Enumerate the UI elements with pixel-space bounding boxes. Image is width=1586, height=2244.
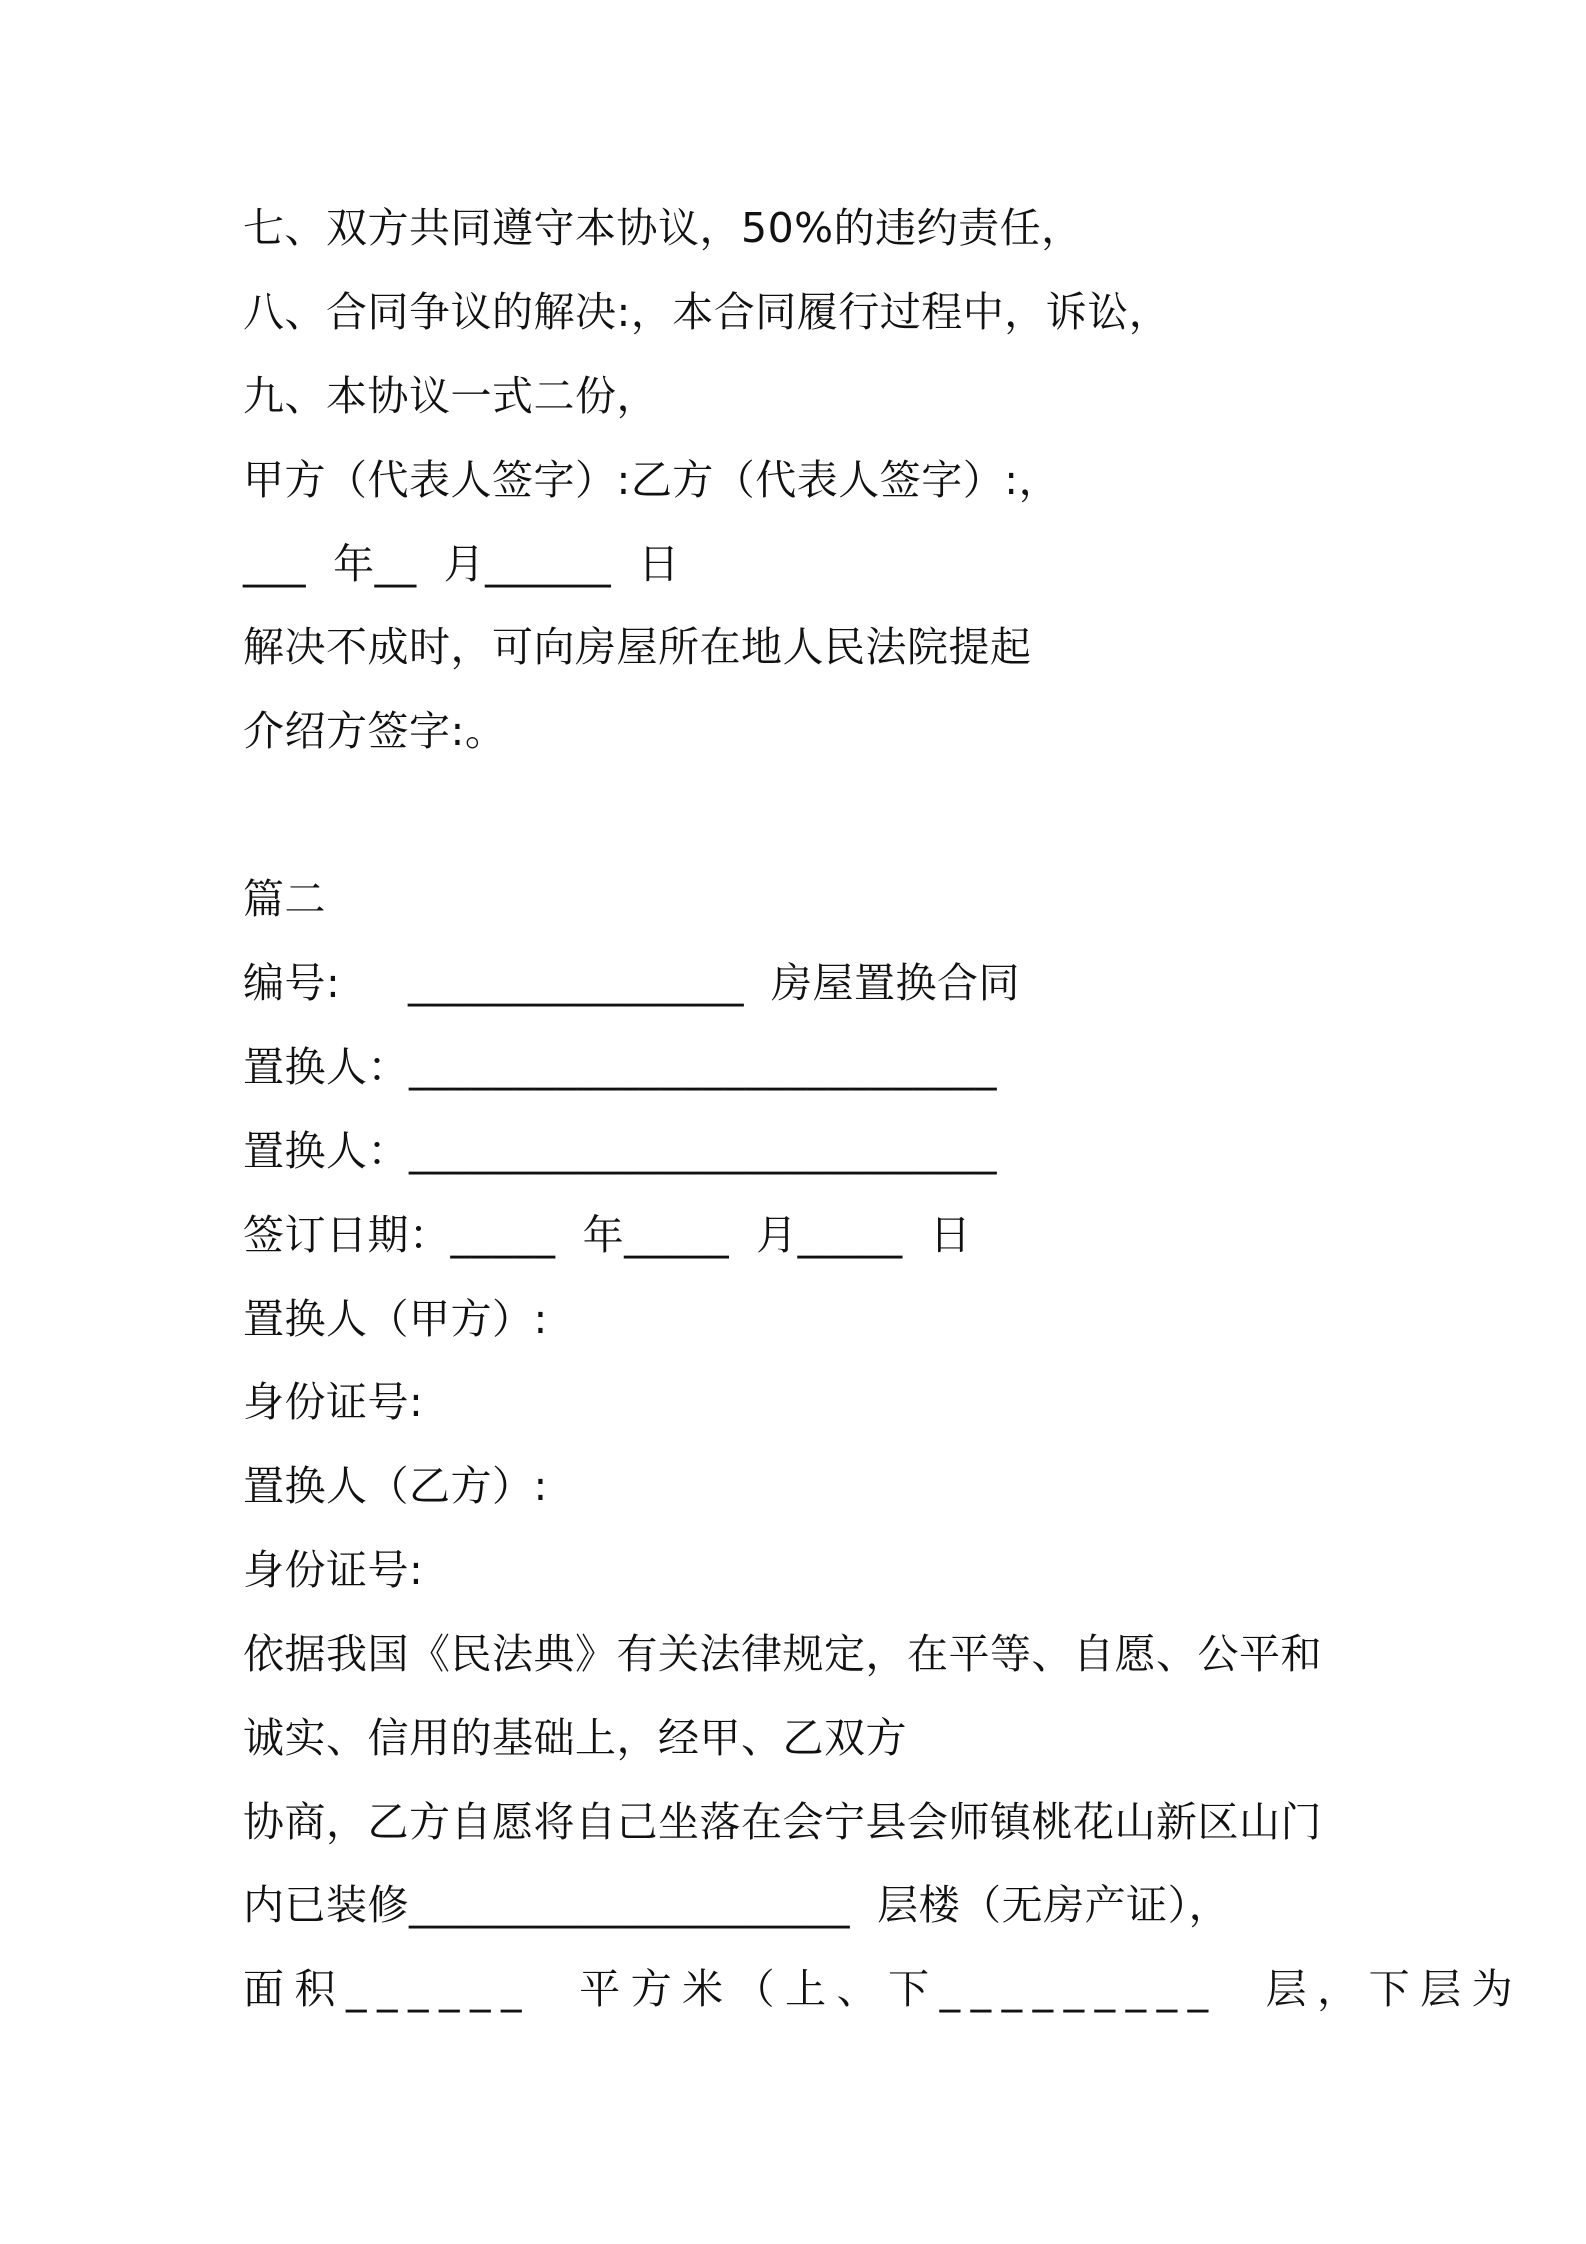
date-line: ___ 年__ 月______ 日: [243, 540, 680, 588]
clause-8: 八、合同争议的解决:，本合同履行过程中，诉讼，: [243, 288, 1171, 336]
signing-date-line: 签订日期：_____ 年_____ 月_____ 日: [243, 1211, 972, 1259]
body-paragraph-line-2: 诚实、信用的基础上，经甲、乙双方: [243, 1714, 907, 1762]
body-paragraph-line-3: 协商，乙方自愿将自己坐落在会宁县会师镇桃花山新区山门: [243, 1798, 1322, 1846]
signature-line: 甲方（代表人签字）:乙方（代表人签字）:，: [243, 456, 1061, 504]
introducer-signature: 介绍方签字:。: [243, 707, 507, 755]
body-paragraph-line-5: 面积______ 平方米（上、下_________ 层，下层为: [243, 1965, 1524, 2013]
clause-7: 七、双方共同遵守本协议，50%的违约责任，: [243, 204, 1083, 252]
body-paragraph-line-4: 内已装修_____________________ 层楼（无房产证），: [243, 1881, 1231, 1929]
party-b-label: 置换人（乙方）:: [243, 1462, 548, 1510]
body-paragraph-line-1: 依据我国《民法典》有关法律规定，在平等、自愿、公平和: [243, 1630, 1322, 1678]
party-b-id-label: 身份证号:: [243, 1546, 424, 1594]
dispute-text: 解决不成时，可向房屋所在地人民法院提起: [243, 623, 1032, 671]
section-heading: 篇二: [243, 875, 326, 923]
party-a-label: 置换人（甲方）:: [243, 1295, 548, 1343]
party-line-2: 置换人：____________________________: [243, 1127, 997, 1175]
clause-9: 九、本协议一式二份，: [243, 372, 658, 420]
party-line-1: 置换人：____________________________: [243, 1043, 997, 1091]
party-a-id-label: 身份证号:: [243, 1378, 424, 1426]
contract-number-line: 编号: ________________ 房屋置换合同: [243, 959, 1021, 1007]
